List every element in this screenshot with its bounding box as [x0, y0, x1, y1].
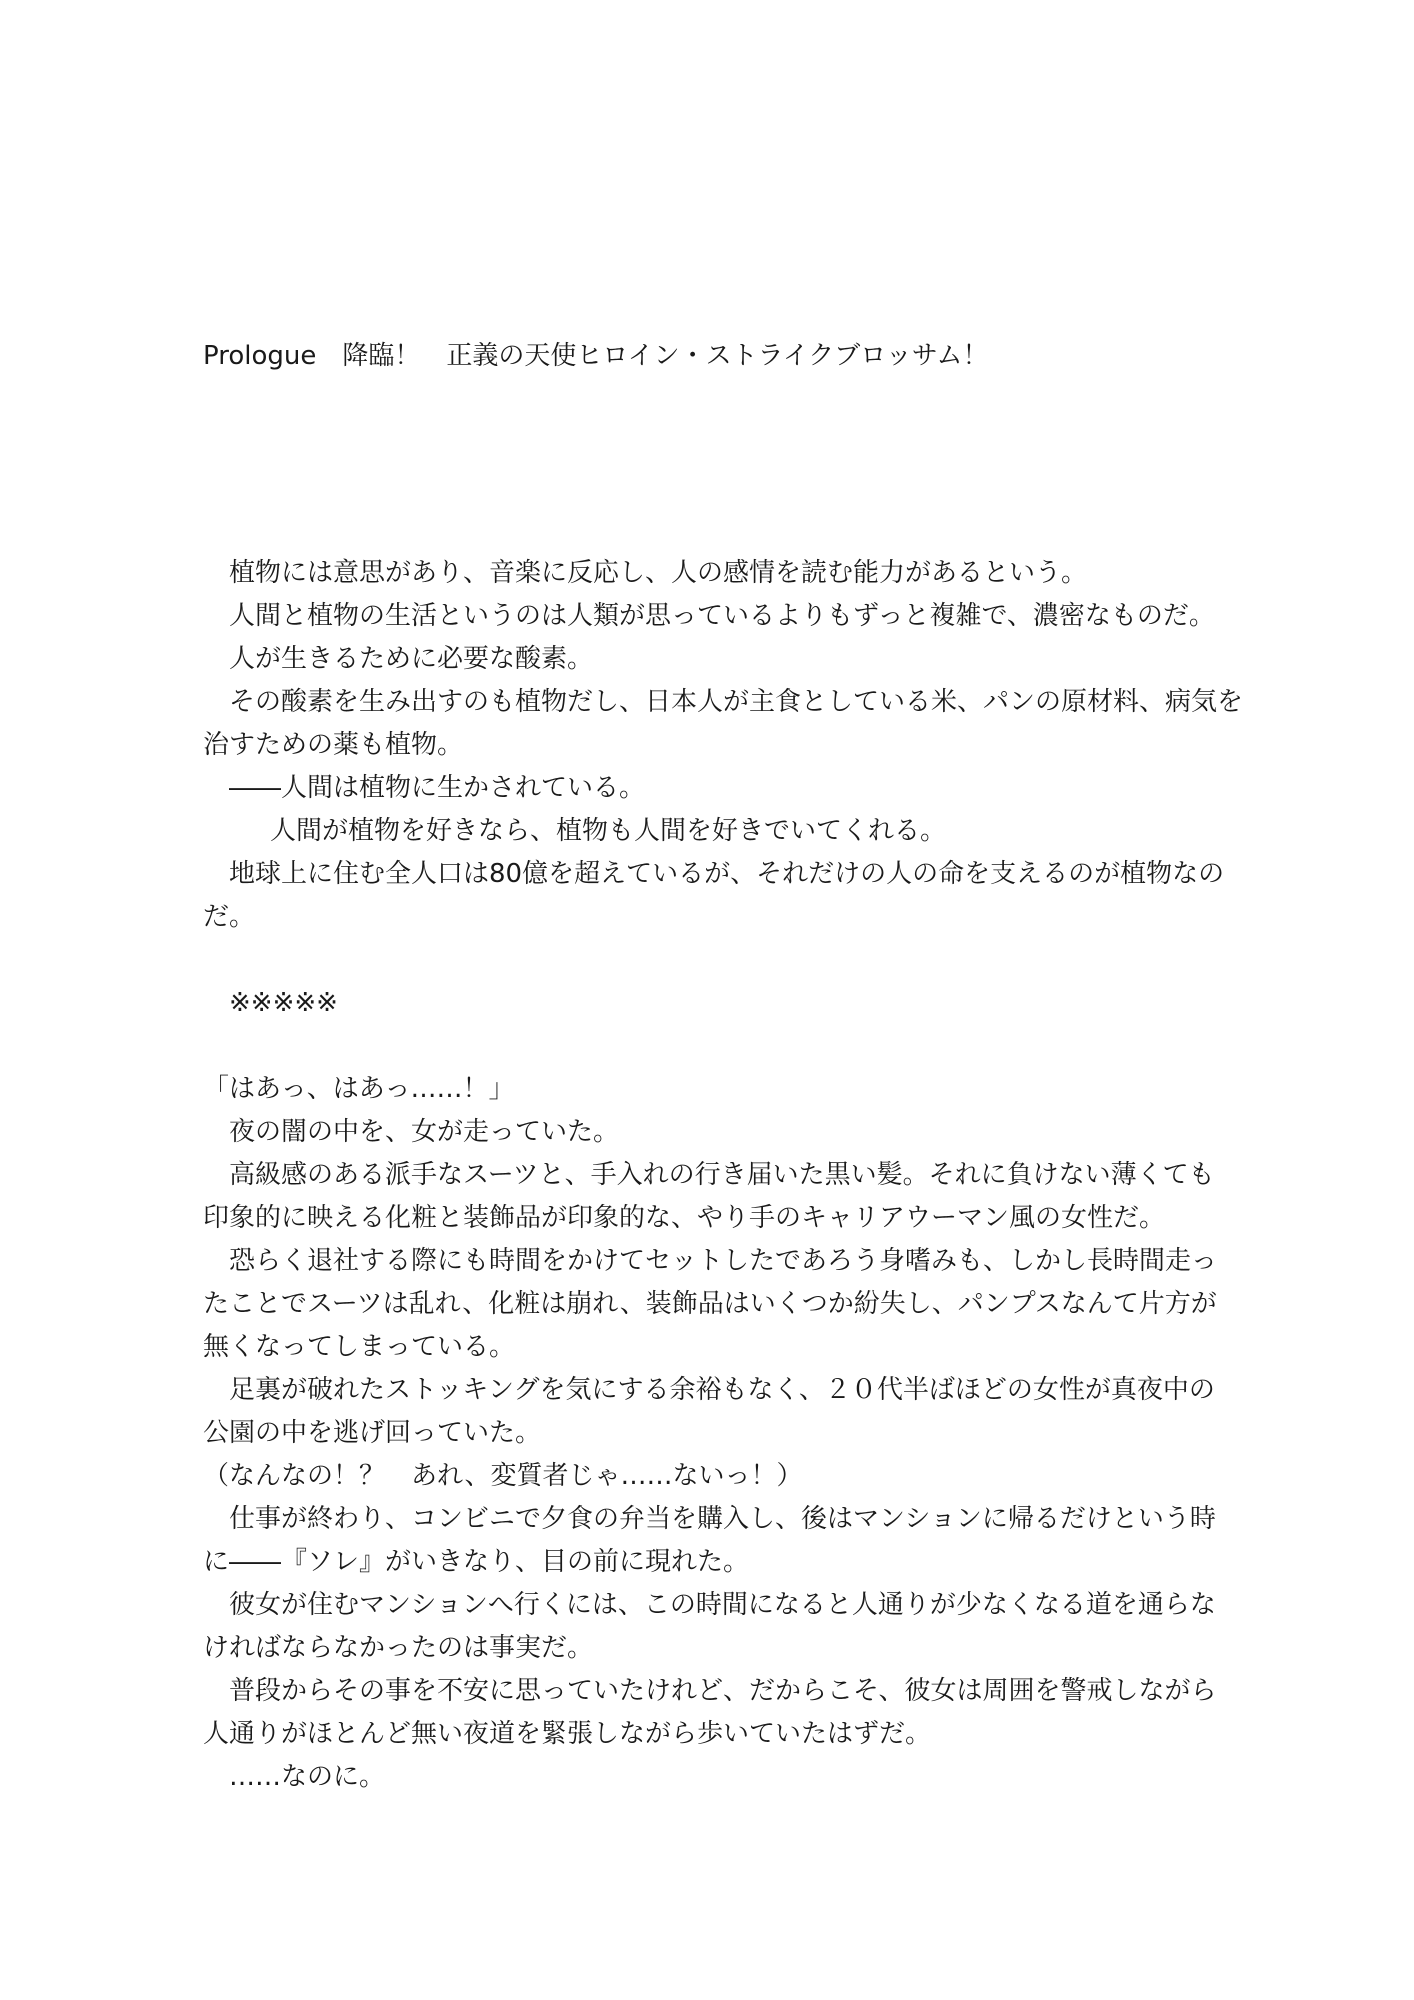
- text-line: 「はあっ、はあっ……！」: [203, 1074, 515, 1104]
- text-line: 植物には意思があり、音楽に反応し、人の感情を読む能力があるという。: [229, 558, 1088, 588]
- text-line: 普段からその事を不安に思っていたけれど、だからこそ、彼女は周囲を警戒しながら: [229, 1676, 1217, 1706]
- text-line: ――人間は植物に生かされている。: [229, 773, 646, 803]
- text-line: 恐らく退社する際にも時間をかけてセットしたであろう身嗜みも、しかし長時間走っ: [229, 1246, 1218, 1276]
- text-line: 人間と植物の生活というのは人類が思っているよりもずっと複雑で、濃密なものだ。: [229, 601, 1215, 631]
- text-line: 高級感のある派手なスーツと、手入れの行き届いた黒い髪。それに負けない薄くても: [229, 1160, 1215, 1190]
- text-line: 印象的に映える化粧と装飾品が印象的な、やり手のキャリアウーマン風の女性だ。: [203, 1203, 1166, 1233]
- text-line: 人間が植物を好きなら、植物も人間を好きでいてくれる。: [270, 816, 947, 846]
- text-line: 人通りがほとんど無い夜道を緊張しながら歩いていたはずだ。: [203, 1719, 932, 1749]
- text-line: に――『ソレ』がいきなり、目の前に現れた。: [203, 1547, 750, 1577]
- text-line: たことでスーツは乱れ、化粧は崩れ、装飾品はいくつか紛失し、パンプスなんて片方が: [203, 1289, 1217, 1319]
- text-line: （なんなの！？ あれ、変質者じゃ……ないっ！）: [203, 1461, 803, 1491]
- text-line: 治すための薬も植物。: [203, 730, 464, 760]
- text-line: ければならなかったのは事実だ。: [203, 1633, 594, 1663]
- text-line: 夜の闇の中を、女が走っていた。: [229, 1117, 620, 1147]
- text-line: 彼女が住むマンションへ行くには、この時間になると人通りが少なくなる道を通らな: [229, 1590, 1216, 1620]
- text-line: ……なのに。: [229, 1762, 386, 1792]
- chapter-title: Prologue 降臨！ 正義の天使ヒロイン・ストライクブロッサム！: [203, 341, 989, 371]
- text-line: その酸素を生み出すのも植物だし、日本人が主食としている米、パンの原材料、病気を: [229, 687, 1244, 717]
- text-line: だ。: [203, 902, 256, 932]
- text-line: 地球上に住む全人口は80億を超えているが、それだけの人の命を支えるのが植物なの: [229, 859, 1225, 889]
- text-line: 公園の中を逃げ回っていた。: [203, 1418, 542, 1448]
- blank-line: [203, 939, 1334, 982]
- text-line: 無くなってしまっている。: [203, 1332, 516, 1362]
- text-line: 人が生きるために必要な酸素。: [229, 644, 594, 674]
- body-text: [203, 552, 1334, 1799]
- section-separator: ※※※※※: [229, 988, 338, 1018]
- text-line: 足裏が破れたストッキングを気にする余裕もなく、２０代半ばほどの女性が真夜中の: [229, 1375, 1215, 1405]
- blank-line: [203, 1025, 1334, 1068]
- text-line: 仕事が終わり、コンビニで夕食の弁当を購入し、後はマンションに帰るだけという時: [229, 1504, 1216, 1534]
